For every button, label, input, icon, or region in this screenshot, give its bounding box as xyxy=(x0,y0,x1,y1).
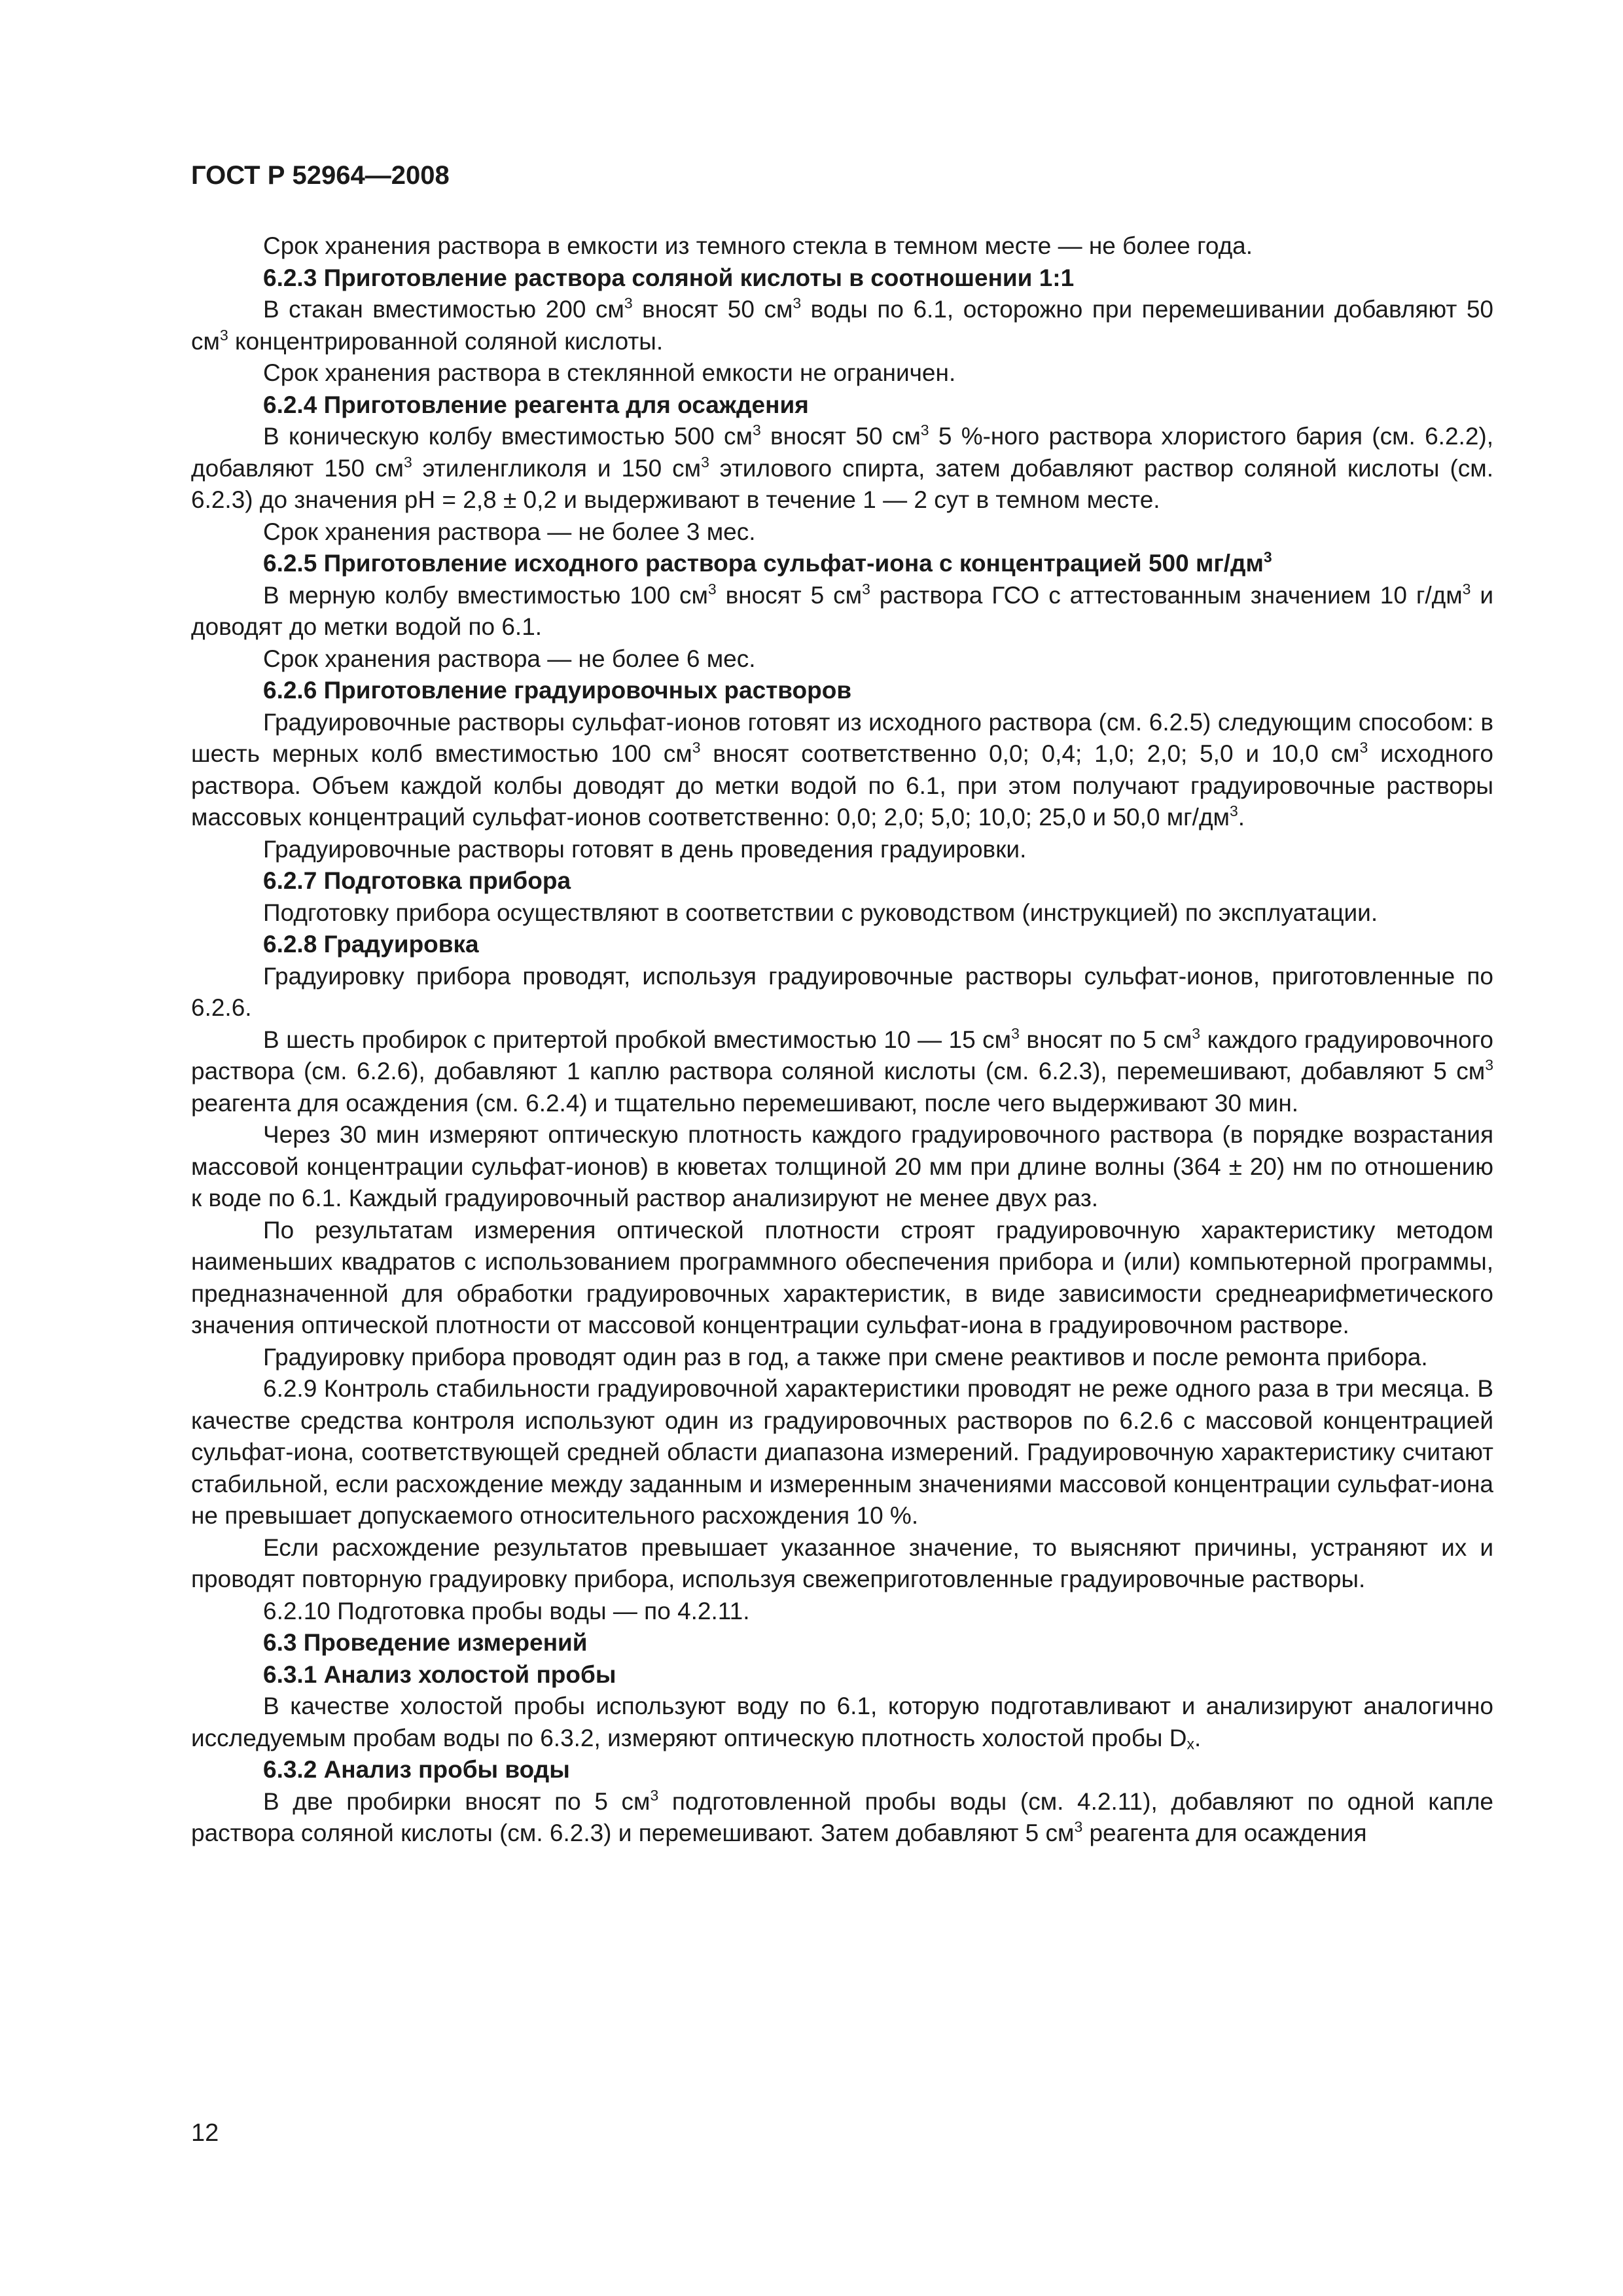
superscript: 3 xyxy=(1230,802,1238,819)
paragraph: Градуировку прибора проводят один раз в год, а также при смене реактивов и после ремонта прибора. xyxy=(263,1343,1428,1371)
superscript: 3 xyxy=(752,421,761,439)
paragraph: Подготовку прибора осуществляют в соответствии с руководством (инструкцией) по эксплуатации. xyxy=(263,899,1378,926)
superscript: 3 xyxy=(692,738,701,756)
section-heading: 6.3.2 Анализ пробы воды xyxy=(263,1756,570,1783)
paragraph: Градуировку прибора проводят, используя градуировочные растворы сульфат-ионов, приготовленные по 6.2.6. xyxy=(191,962,1493,1021)
section-heading: 6.2.7 Подготовка прибора xyxy=(263,867,571,894)
superscript: 3 xyxy=(701,453,709,471)
paragraph: Через 30 мин измеряют оптическую плотность каждого градуировочного раствора (в порядке возрастания массовой концентрации сульфат-ионов) в кюветах толщиной 20 мм при длине волны (364 ± 20) нм по отношению к воде по 6.1. Каждый градуировочный раствор анализируют не менее двух раз. xyxy=(191,1121,1493,1211)
superscript: 3 xyxy=(1359,738,1368,756)
paragraph: В коническую колбу вместимостью 500 $см^3$ вносят 50 $см^3$ 5 %-ного раствора хлористого бария (см. 6.2.2), добавляют 150 $см^3$ этиленгликоля и 150 $см^3$ этилового спирта, затем добавляют раствор соляной кислоты (см. 6.2.3) до значения pH = 2,8 ± 0,2 и выдерживают в течение 1 — 2 сут в темном месте. xyxy=(191,421,1493,513)
section-heading: 6.3 Проведение измерений xyxy=(263,1629,588,1656)
paragraph: В мерную колбу вместимостью 100 $см^3$ вносят 5 $см^3$ раствора ГСО с аттестованным значением 10 $г/дм^3$ и доводят до метки водой по 6.1. xyxy=(191,580,1494,640)
paragraph: По результатам измерения оптической плотности строят градуировочную характеристику методом наименьших квадратов с использованием программного обеспечения прибора и (или) компьютерной программы, предназначенной для обработки градуировочных характеристик, в виде зависимости среднеарифметического значения оптической плотности от массовой концентрации сульфат-иона в градуировочном растворе. xyxy=(191,1216,1493,1338)
paragraph: Срок хранения раствора в емкости из темного стекла в темном месте — не более года. xyxy=(263,232,1253,259)
superscript: 3 xyxy=(862,580,870,598)
superscript: 3 xyxy=(920,421,929,439)
superscript: 3 xyxy=(1192,1024,1201,1042)
paragraph: Градуировочные растворы готовят в день проведения градуировки. xyxy=(263,835,1027,863)
document-header: ГОСТ Р 52964—2008 xyxy=(191,161,450,190)
section-heading: 6.2.3 Приготовление раствора соляной кислоты в соотношении 1:1 xyxy=(263,264,1075,291)
superscript: 3 xyxy=(403,453,412,471)
superscript: 3 xyxy=(1462,580,1471,598)
subscript: x xyxy=(1186,1735,1194,1753)
paragraph: Срок хранения раствора — не более 6 мес. xyxy=(263,645,756,672)
superscript: 3 xyxy=(1485,1056,1493,1073)
superscript: 3 xyxy=(650,1786,659,1804)
section-heading: 6.2.8 Градуировка xyxy=(263,931,479,958)
superscript: 3 xyxy=(624,294,633,312)
paragraph: Если расхождение результатов превышает указанное значение, то выясняют причины, устраняют их и проводят повторную градуировку прибора, используя свежеприготовленные градуировочные растворы. xyxy=(191,1534,1493,1592)
document-body xyxy=(191,230,1493,1850)
paragraph: 6.2.9 Контроль стабильности градуировочной характеристики проводят не реже одного раза в три месяца. В качестве средства контроля используют один из градуировочных растворов по 6.2.6 с массовой концентрацией сульфат-иона, соответствующей средней области диапазона измерений. Градуировочную характеристику считают стабильной, если расхождение между заданным и измеренным значениями массовой концентрации сульфат-иона не превышает допускаемого относительного расхождения 10 %. xyxy=(191,1375,1493,1529)
paragraph: В шесть пробирок с притертой пробкой вместимостью 10 — 15 $см^3$ вносят по 5 $см^3$ каждого градуировочного раствора (см. 6.2.6), добавляют 1 каплю раствора соляной кислоты (см. 6.2.3), перемешивают, добавляют 5 $см^3$ реагента для осаждения (см. 6.2.4) и тщательно перемешивают, после чего выдерживают 30 мин. xyxy=(191,1024,1493,1117)
section-heading: 6.2.5 Приготовление исходного раствора сульфат-иона с концентрацией 500 $мг/дм^3$ xyxy=(263,548,1272,577)
section-heading: 6.3.1 Анализ холостой пробы xyxy=(263,1660,616,1688)
superscript: 3 xyxy=(793,294,802,312)
section-heading: 6.2.6 Приготовление градуировочных растворов xyxy=(263,677,852,704)
section-heading: 6.2.4 Приготовление реагента для осаждения xyxy=(263,391,809,418)
paragraph: Градуировочные растворы сульфат-ионов готовят из исходного раствора (см. 6.2.5) следующим способом: в шесть мерных колб вместимостью 100 $см^3$ вносят соответственно 0,0; 0,4; 1,0; 2,0; 5,0 и 10,0 $см^3$ исходного раствора. Объем каждой колбы доводят до метки водой по 6.1, при этом получают градуировочные растворы массовых концентраций сульфат-ионов соответственно: 0,0; 2,0; 5,0; 10,0; 25,0 и 50,0 $мг/дм^3$. xyxy=(191,708,1493,831)
superscript: 3 xyxy=(1263,548,1272,565)
paragraph: Срок хранения раствора — не более 3 мес. xyxy=(263,518,756,545)
paragraph: В две пробирки вносят по 5 $см^3$ подготовленной пробы воды (см. 4.2.11), добавляют по одной капле раствора соляной кислоты (см. 6.2.3) и перемешивают. Затем добавляют 5 $см^3$ реагента для осаждения xyxy=(191,1786,1493,1846)
superscript: 3 xyxy=(1074,1818,1083,1835)
paragraph: В стакан вместимостью 200 $см^3$ вносят 50 $см^3$ воды по 6.1, осторожно при перемешивании добавляют 50 $см^3$ концентрированной соляной кислоты. xyxy=(191,294,1493,355)
superscript: 3 xyxy=(219,326,228,344)
page-number: 12 xyxy=(191,2119,219,2147)
paragraph: 6.2.10 Подготовка пробы воды — по 4.2.11. xyxy=(263,1597,750,1624)
superscript: 3 xyxy=(707,580,717,598)
paragraph: Срок хранения раствора в стеклянной емкости не ограничен. xyxy=(263,359,956,386)
superscript: 3 xyxy=(1011,1024,1020,1042)
paragraph: В качестве холостой пробы используют воду по 6.1, которую подготавливают и анализируют аналогично исследуемым пробам воды по 6.3.2, измеряют оптическую плотность холостой пробы $D_x$. xyxy=(191,1693,1493,1753)
